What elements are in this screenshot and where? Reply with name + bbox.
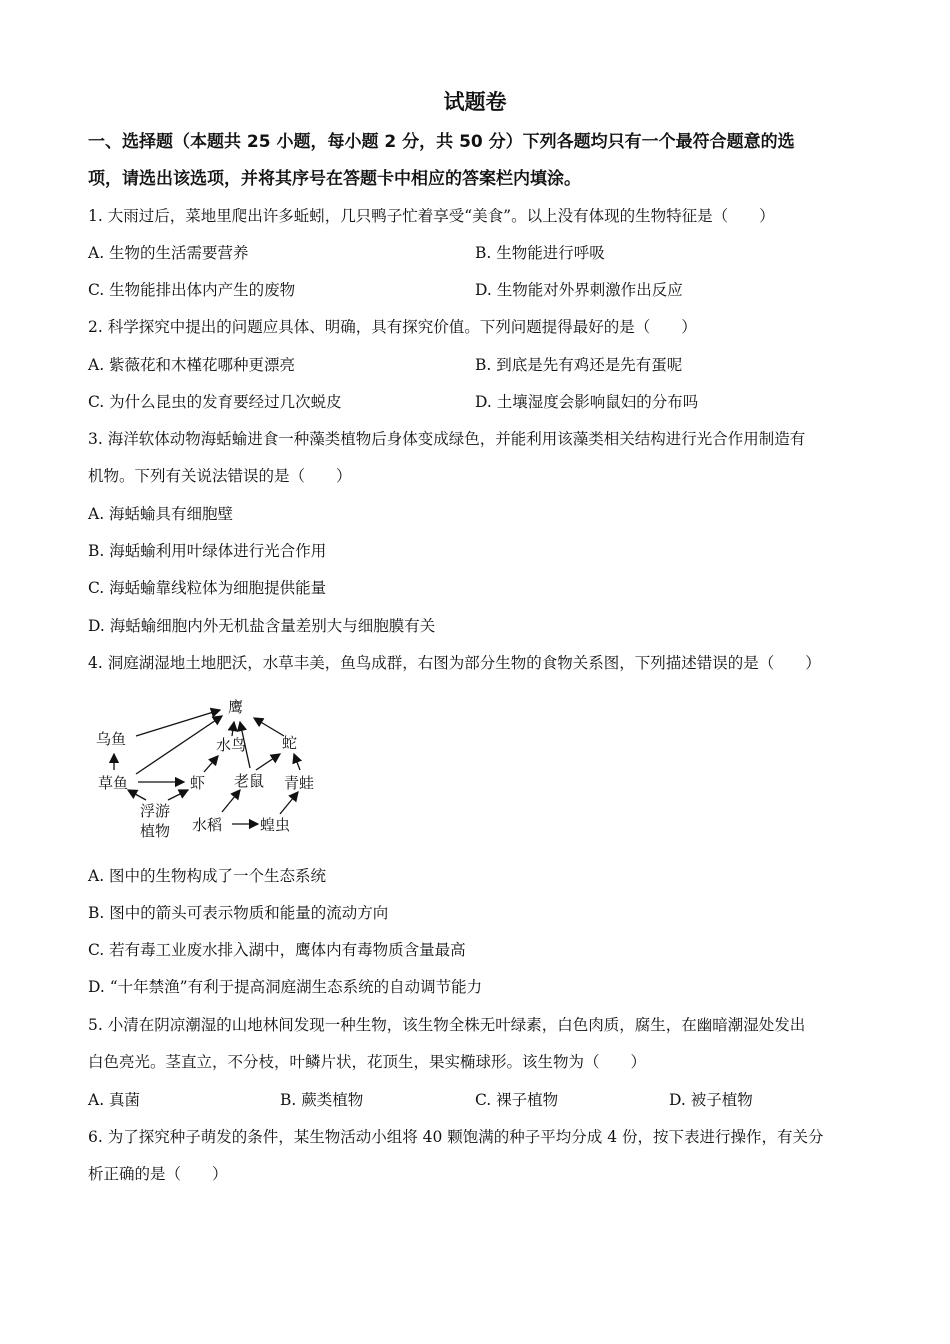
food-web-diagram <box>88 690 328 840</box>
q3-option-d: D. 海蛞蝓细胞内外无机盐含量差别大与细胞膜有关 <box>88 617 436 635</box>
q5-stem-line-2: 白色亮光。茎直立，不分枝，叶鳞片状，花顶生，果实椭球形。该生物为（ ） <box>88 1053 647 1071</box>
arrow-snake-eagle <box>254 718 284 736</box>
q3-stem-line-2: 机物。下列有关说法错误的是（ ） <box>88 467 352 485</box>
node-snake: 蛇 <box>282 734 298 752</box>
q1-option-a: A. 生物的生活需要营养 <box>88 244 249 262</box>
q5-stem-line-1: 5. 小清在阴凉潮湿的山地林间发现一种生物，该生物全株无叶绿素，白色肉质，腐生，在幽暗潮湿处发出 <box>88 1016 806 1034</box>
node-frog: 青蛙 <box>284 774 315 792</box>
node-water-bird: 水鸟 <box>216 736 247 754</box>
node-eagle: 鹰 <box>228 698 244 716</box>
q4-option-d: D. “十年禁渔”有利于提高洞庭湖生态系统的自动调节能力 <box>88 978 483 996</box>
q2-option-d: D. 土壤湿度会影响鼠妇的分布吗 <box>475 393 699 411</box>
arrow-locust-frog <box>280 792 298 814</box>
q1-stem: 1. 大雨过后，菜地里爬出许多蚯蚓，几只鸭子忙着享受“美食”。以上没有体现的生物特征是（ ） <box>88 207 775 225</box>
page-title: 试题卷 <box>443 90 507 114</box>
q2-stem: 2. 科学探究中提出的问题应具体、明确，具有探究价值。下列问题提得最好的是（ ） <box>88 318 697 336</box>
q5-option-a: A. 真菌 <box>88 1091 141 1109</box>
node-plankton-line-1: 浮游 <box>140 802 171 820</box>
q2-option-b: B. 到底是先有鸡还是先有蛋呢 <box>475 356 683 374</box>
q1-option-d: D. 生物能对外界刺激作出反应 <box>475 281 683 299</box>
q3-option-a: A. 海蛞蝓具有细胞壁 <box>88 505 234 523</box>
node-locust: 蝗虫 <box>260 816 291 834</box>
node-shrimp: 虾 <box>190 774 206 792</box>
arrow-frog-snake <box>294 754 300 770</box>
section-heading-line-1: 一、选择题（本题共 25 小题，每小题 2 分，共 50 分）下列各题均只有一个最符合题意的选 <box>88 132 795 152</box>
q5-option-d: D. 被子植物 <box>669 1091 753 1109</box>
arrow-waterbird-eagle <box>232 722 234 736</box>
arrow-shrimp-waterbird <box>204 756 218 772</box>
q5-option-b: B. 蕨类植物 <box>280 1091 364 1109</box>
node-rice: 水稻 <box>192 816 223 834</box>
q5-option-c: C. 裸子植物 <box>475 1091 559 1109</box>
node-mouse: 老鼠 <box>234 772 265 790</box>
q4-option-a: A. 图中的生物构成了一个生态系统 <box>88 867 327 885</box>
q3-stem-line-1: 3. 海洋软体动物海蛞蝓进食一种藻类植物后身体变成绿色，并能利用该藻类相关结构进行光合作用制造有 <box>88 430 806 448</box>
q2-option-a: A. 紫薇花和木槿花哪种更漂亮 <box>88 356 296 374</box>
q4-option-b: B. 图中的箭头可表示物质和能量的流动方向 <box>88 904 389 922</box>
arrow-plankton-shrimp <box>168 790 188 800</box>
node-plankton-line-2: 植物 <box>140 822 171 840</box>
q6-stem-line-1: 6. 为了探究种子萌发的条件，某生物活动小组将 40 颗饱满的种子平均分成 4 份，按下表进行操作，有关分 <box>88 1128 824 1146</box>
q2-option-c: C. 为什么昆虫的发育要经过几次蜕皮 <box>88 393 342 411</box>
arrow-rice-mouse <box>222 790 240 812</box>
q6-stem-line-2: 析正确的是（ ） <box>88 1165 228 1183</box>
q3-option-b: B. 海蛞蝓利用叶绿体进行光合作用 <box>88 542 327 560</box>
q3-option-c: C. 海蛞蝓靠线粒体为细胞提供能量 <box>88 579 327 597</box>
arrow-mouse-snake <box>256 754 280 770</box>
q1-option-b: B. 生物能进行呼吸 <box>475 244 605 262</box>
node-black-carp: 乌鱼 <box>96 730 127 748</box>
q4-option-c: C. 若有毒工业废水排入湖中，鹰体内有毒物质含量最高 <box>88 941 466 959</box>
node-grass-carp: 草鱼 <box>98 774 129 792</box>
section-heading-line-2: 项，请选出该选项，并将其序号在答题卡中相应的答案栏内填涂。 <box>88 169 581 189</box>
arrow-blackcarp-eagle <box>136 710 220 736</box>
q4-stem: 4. 洞庭湖湿地土地肥沃，水草丰美，鱼鸟成群，右图为部分生物的食物关系图，下列描述错误的是（ ） <box>88 654 821 672</box>
q1-option-c: C. 生物能排出体内产生的废物 <box>88 281 296 299</box>
arrow-plankton-grasscarp <box>128 790 146 800</box>
